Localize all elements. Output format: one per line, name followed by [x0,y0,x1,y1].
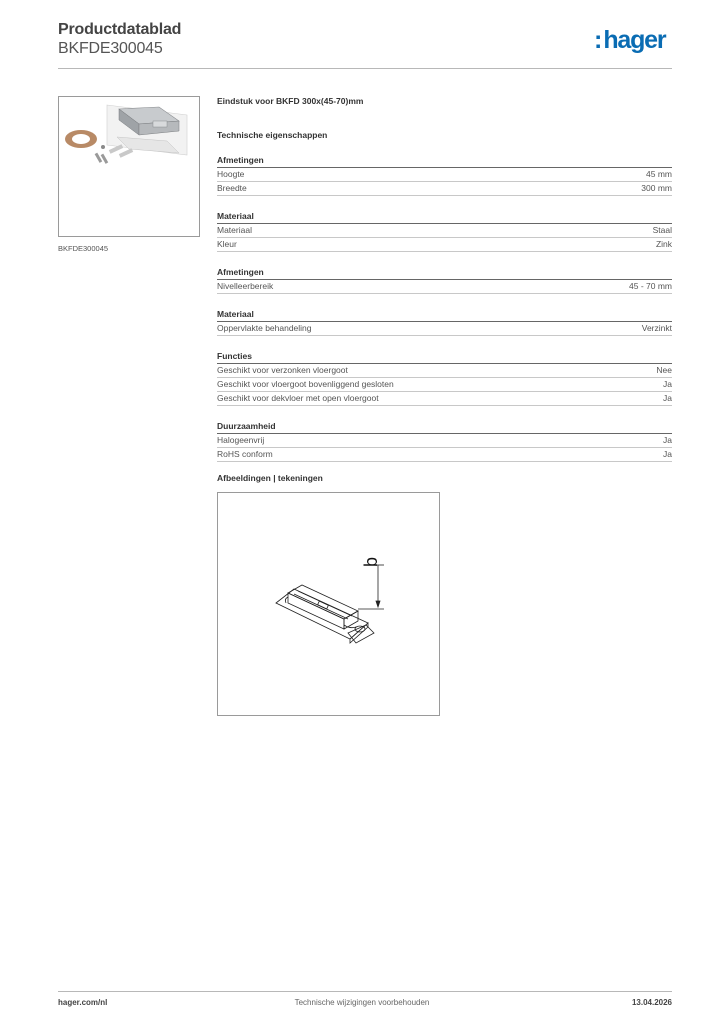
spec-row-screed-open-duct [217,392,672,406]
footer-date: 13.04.2026 [631,998,672,1007]
spec-value: 45 - 70 mm [629,281,672,291]
spec-row-closed-floor-duct [217,378,672,392]
spec-row-material [217,224,672,238]
technical-drawing-illustration [218,493,439,715]
footer-website-link[interactable]: hager.com/nl [58,998,108,1007]
section-title: Materiaal [217,309,672,322]
spec-label: Geschikt voor verzonken vloergoot [217,365,348,375]
product-image-caption: BKFDE300045 [58,244,109,253]
section-material [217,211,672,252]
section-title: Functies [217,351,672,364]
section-dimensions [217,155,672,196]
spec-label: Kleur [217,239,237,249]
spec-row-surface-treatment [217,322,672,336]
spec-label: Hoogte [217,169,245,179]
spec-value: Zink [655,239,672,249]
spec-label: Oppervlakte behandeling [217,323,312,333]
brand-logo-mark: : [594,26,603,54]
product-image [58,96,200,237]
footer-notice: Technische wijzigingen voorbehouden [294,998,430,1007]
header-divider [58,68,672,69]
brand-logo [594,26,665,55]
spec-value: Ja [663,379,672,389]
spec-value: Verzinkt [641,323,672,333]
product-reference: BKFDE300045 [58,40,163,57]
section-title: Afmetingen [217,155,672,168]
spec-row-color [217,238,672,252]
spec-value: Ja [663,435,672,445]
spec-value: Ja [663,449,672,459]
dimension-label-b: b [361,556,381,567]
section-title: Duurzaamheid [217,421,672,434]
product-photo-illustration [59,97,199,236]
brand-logo-text: hager [603,26,666,54]
spec-label: Nivelleerbereik [217,281,274,291]
spec-value: 300 mm [641,183,672,193]
spec-label: Breedte [217,183,247,193]
spec-row-halogen-free [217,434,672,448]
spec-label: Geschikt voor vloergoot bovenliggend gesloten [217,379,394,389]
spec-value: Nee [656,365,672,375]
page-title: Productdatablad [58,21,182,38]
section-material-surface [217,309,672,336]
section-title: Afmetingen [217,267,672,280]
drawings-title: Afbeeldingen | tekeningen [217,473,323,483]
spec-label: RoHS conform [217,449,273,459]
spec-row-height [217,168,672,182]
spec-label: Materiaal [217,225,252,235]
section-dimensions-leveling [217,267,672,294]
technical-drawing [217,492,440,716]
section-title: Materiaal [217,211,672,224]
product-name: Eindstuk voor BKFD 300x(45-70)mm [217,96,364,106]
technical-properties [217,96,672,462]
spec-row-leveling-range [217,280,672,294]
spec-label: Geschikt voor dekvloer met open vloergoot [217,393,379,403]
spec-row-rohs [217,448,672,462]
spec-row-sunken-floor-duct [217,364,672,378]
footer-divider [58,991,672,992]
spec-row-width [217,182,672,196]
spec-value: Ja [663,393,672,403]
section-sustainability [217,421,672,462]
spec-value: Staal [652,225,672,235]
technical-properties-title: Technische eigenschappen [217,130,328,140]
section-functions [217,351,672,406]
spec-value: 45 mm [646,169,672,179]
spec-label: Halogeenvrij [217,435,265,445]
